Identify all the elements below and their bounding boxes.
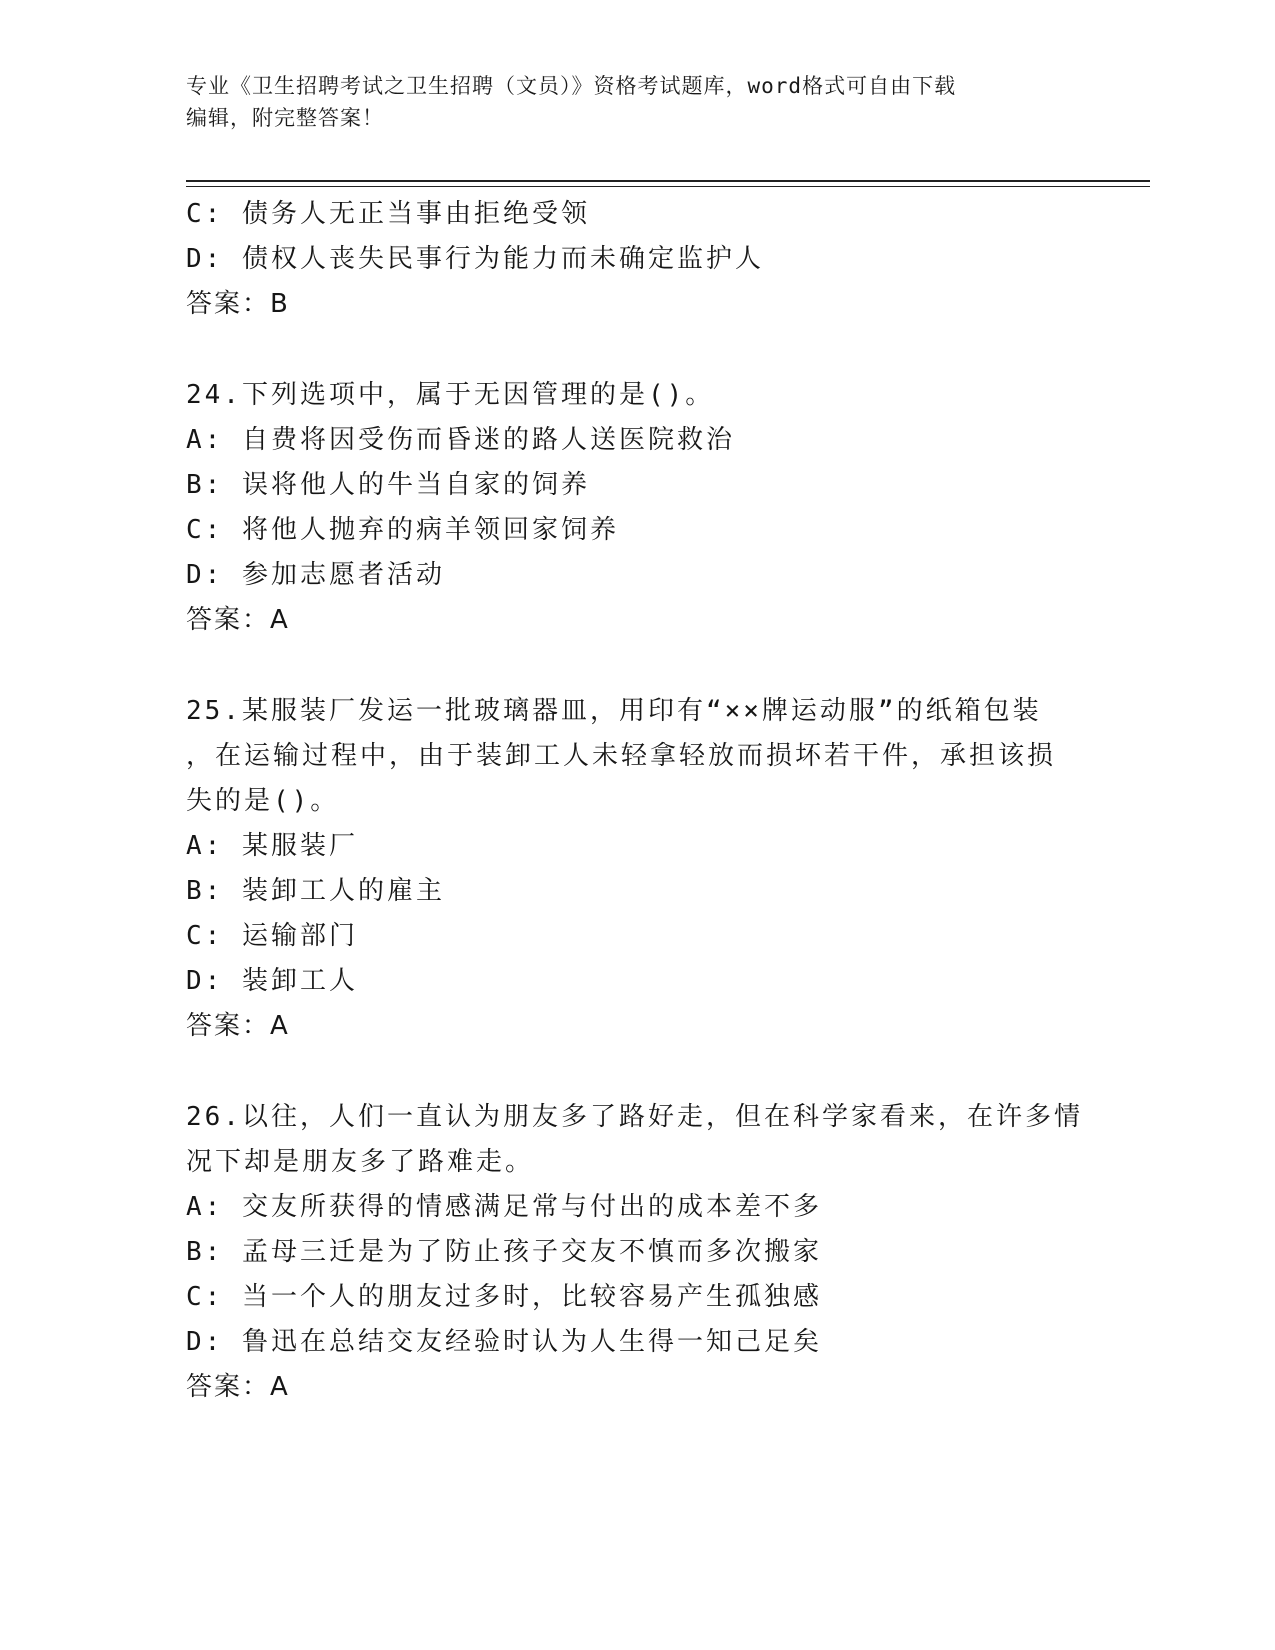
question-26 xyxy=(186,1095,1106,1410)
answer: 答案：B xyxy=(186,289,290,319)
question-stem: 24.下列选项中，属于无因管理的是()。 xyxy=(186,380,715,410)
question-body xyxy=(186,192,1106,1410)
question-stem-line-1: 25.某服装厂发运一批玻璃器皿，用印有“××牌运动服”的纸箱包装 xyxy=(186,696,1042,726)
header-line-2: 编辑，附完整答案！ xyxy=(186,106,384,130)
option-d: D: 鲁迅在总结交友经验时认为人生得一知己足矣 xyxy=(186,1327,822,1357)
question-stem-line-2: ，在运输过程中，由于装卸工人未轻拿轻放而损坏若干件，承担该损 xyxy=(186,741,1057,771)
question-stem-line-3: 失的是()。 xyxy=(186,786,340,816)
option-c: C: 债务人无正当事由拒绝受领 xyxy=(186,199,590,229)
option-d: D: 债权人丧失民事行为能力而未确定监护人 xyxy=(186,244,764,274)
question-24 xyxy=(186,373,1106,643)
answer: 答案：A xyxy=(186,605,290,635)
option-a: A: 某服装厂 xyxy=(186,831,358,861)
prev-question-tail xyxy=(186,192,1106,327)
question-stem-line-2: 况下却是朋友多了路难走。 xyxy=(186,1147,535,1177)
option-b: B: 装卸工人的雇主 xyxy=(186,876,445,906)
option-c: C: 运输部门 xyxy=(186,921,358,951)
option-b: B: 孟母三迁是为了防止孩子交友不慎而多次搬家 xyxy=(186,1237,822,1267)
header-line-1: 专业《卫生招聘考试之卫生招聘（文员）》资格考试题库，word格式可自由下载 xyxy=(186,74,957,98)
header-divider-thick xyxy=(186,180,1150,182)
option-c: C: 当一个人的朋友过多时，比较容易产生孤独感 xyxy=(186,1282,822,1312)
option-c: C: 将他人抛弃的病羊领回家饲养 xyxy=(186,515,619,545)
page-header xyxy=(186,70,1116,134)
option-a: A: 自费将因受伤而昏迷的路人送医院救治 xyxy=(186,425,735,455)
answer: 答案：A xyxy=(186,1372,290,1402)
header-divider-thin xyxy=(186,186,1150,187)
header-text xyxy=(186,70,1056,134)
question-stem-line-1: 26.以往，人们一直认为朋友多了路好走，但在科学家看来，在许多情 xyxy=(186,1102,1083,1132)
question-25 xyxy=(186,689,1106,1049)
option-a: A: 交友所获得的情感满足常与付出的成本差不多 xyxy=(186,1192,822,1222)
answer: 答案：A xyxy=(186,1011,290,1041)
option-b: B: 误将他人的牛当自家的饲养 xyxy=(186,470,590,500)
option-d: D: 装卸工人 xyxy=(186,966,358,996)
option-d: D: 参加志愿者活动 xyxy=(186,560,445,590)
